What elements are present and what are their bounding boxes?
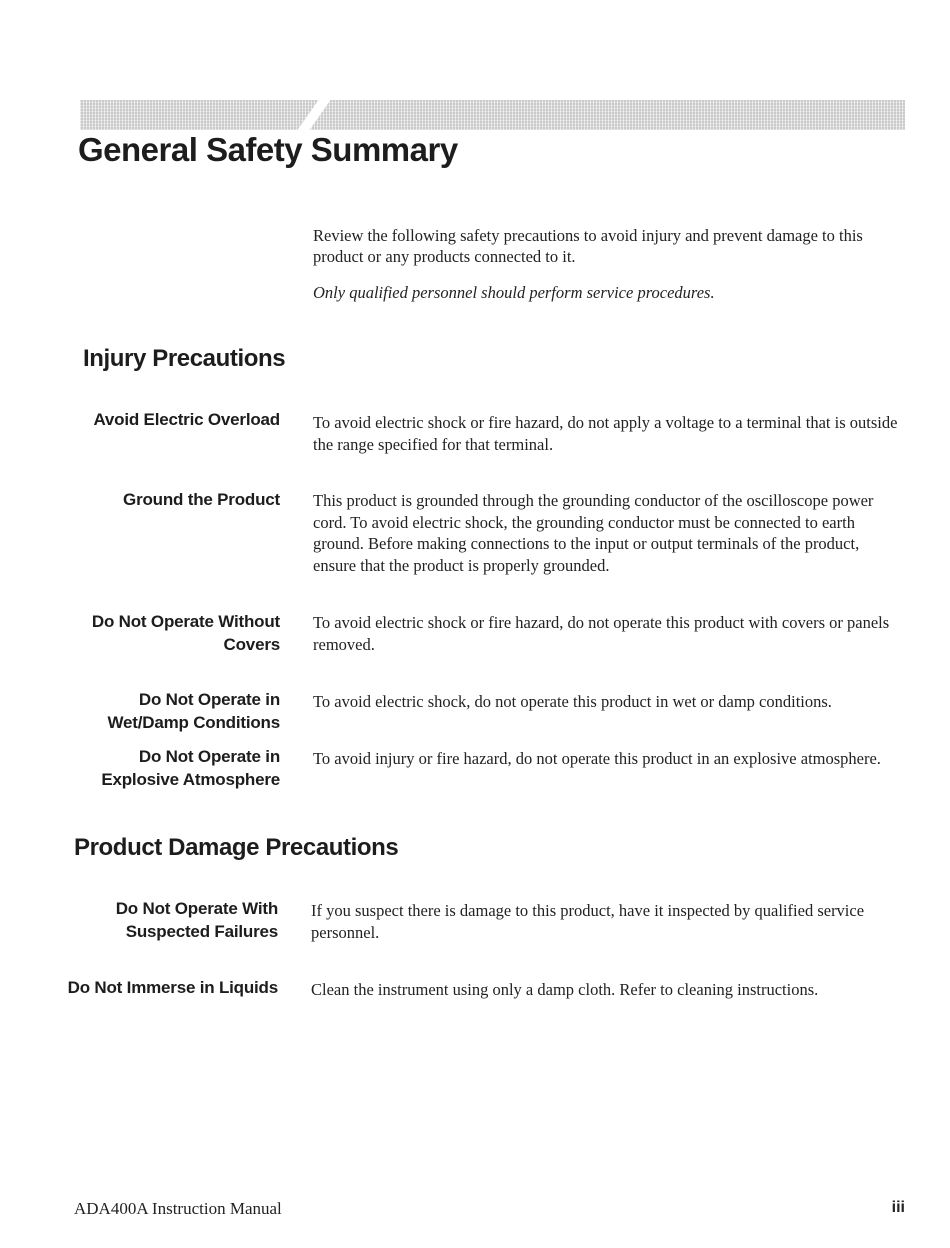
label-do-not-operate-wet-damp: Do Not Operate in Wet/Damp Conditions xyxy=(107,690,280,732)
label-do-not-operate-without-covers: Do Not Operate Without Covers xyxy=(91,612,280,654)
label-do-not-immerse: Do Not Immerse in Liquids xyxy=(67,978,278,997)
header-band xyxy=(80,100,905,130)
text-ground-the-product: This product is grounded through the grounding conductor of the oscilloscope power cord. To avoid electric shock, the grounding conductor must be connected to earth ground. Before making connections to the input or output terminals of the product, ensure that the product is properly grounded. xyxy=(313,491,874,575)
text-do-not-operate-wet-damp: To avoid electric shock, do not operate this product in wet or damp conditions. xyxy=(313,692,832,711)
damage-heading: Product Damage Precautions xyxy=(74,834,399,861)
text-do-not-operate-explosive: To avoid injury or fire hazard, do not operate this product in an explosive atmosphere. xyxy=(313,749,881,768)
text-do-not-immerse: Clean the instrument using only a damp cloth. Refer to cleaning instructions. xyxy=(311,980,819,999)
text-do-not-operate-without-covers: To avoid electric shock or fire hazard, do not operate this product with covers or panels removed. xyxy=(313,613,890,654)
service-note: Only qualified personnel should perform service procedures. xyxy=(313,283,715,302)
text-avoid-electric-overload: To avoid electric shock or fire hazard, do not apply a voltage to a terminal that is outside the range specified for that terminal. xyxy=(313,413,898,454)
label-do-not-operate-suspected-failures: Do Not Operate With Suspected Failures xyxy=(115,899,278,941)
footer-manual-title: ADA400A Instruction Manual xyxy=(74,1199,282,1218)
label-do-not-operate-explosive: Do Not Operate in Explosive Atmosphere xyxy=(101,747,280,789)
intro-paragraph: Review the following safety precautions to avoid injury and prevent damage to this product or any products connected to it. xyxy=(313,226,863,266)
label-ground-the-product: Ground the Product xyxy=(123,490,280,509)
label-avoid-electric-overload: Avoid Electric Overload xyxy=(93,410,280,429)
injury-heading: Injury Precautions xyxy=(83,345,286,372)
footer-page-number: iii xyxy=(891,1199,905,1216)
text-do-not-operate-suspected-failures: If you suspect there is damage to this product, have it inspected by qualified service personnel. xyxy=(311,901,865,942)
page-title: General Safety Summary xyxy=(78,131,458,168)
